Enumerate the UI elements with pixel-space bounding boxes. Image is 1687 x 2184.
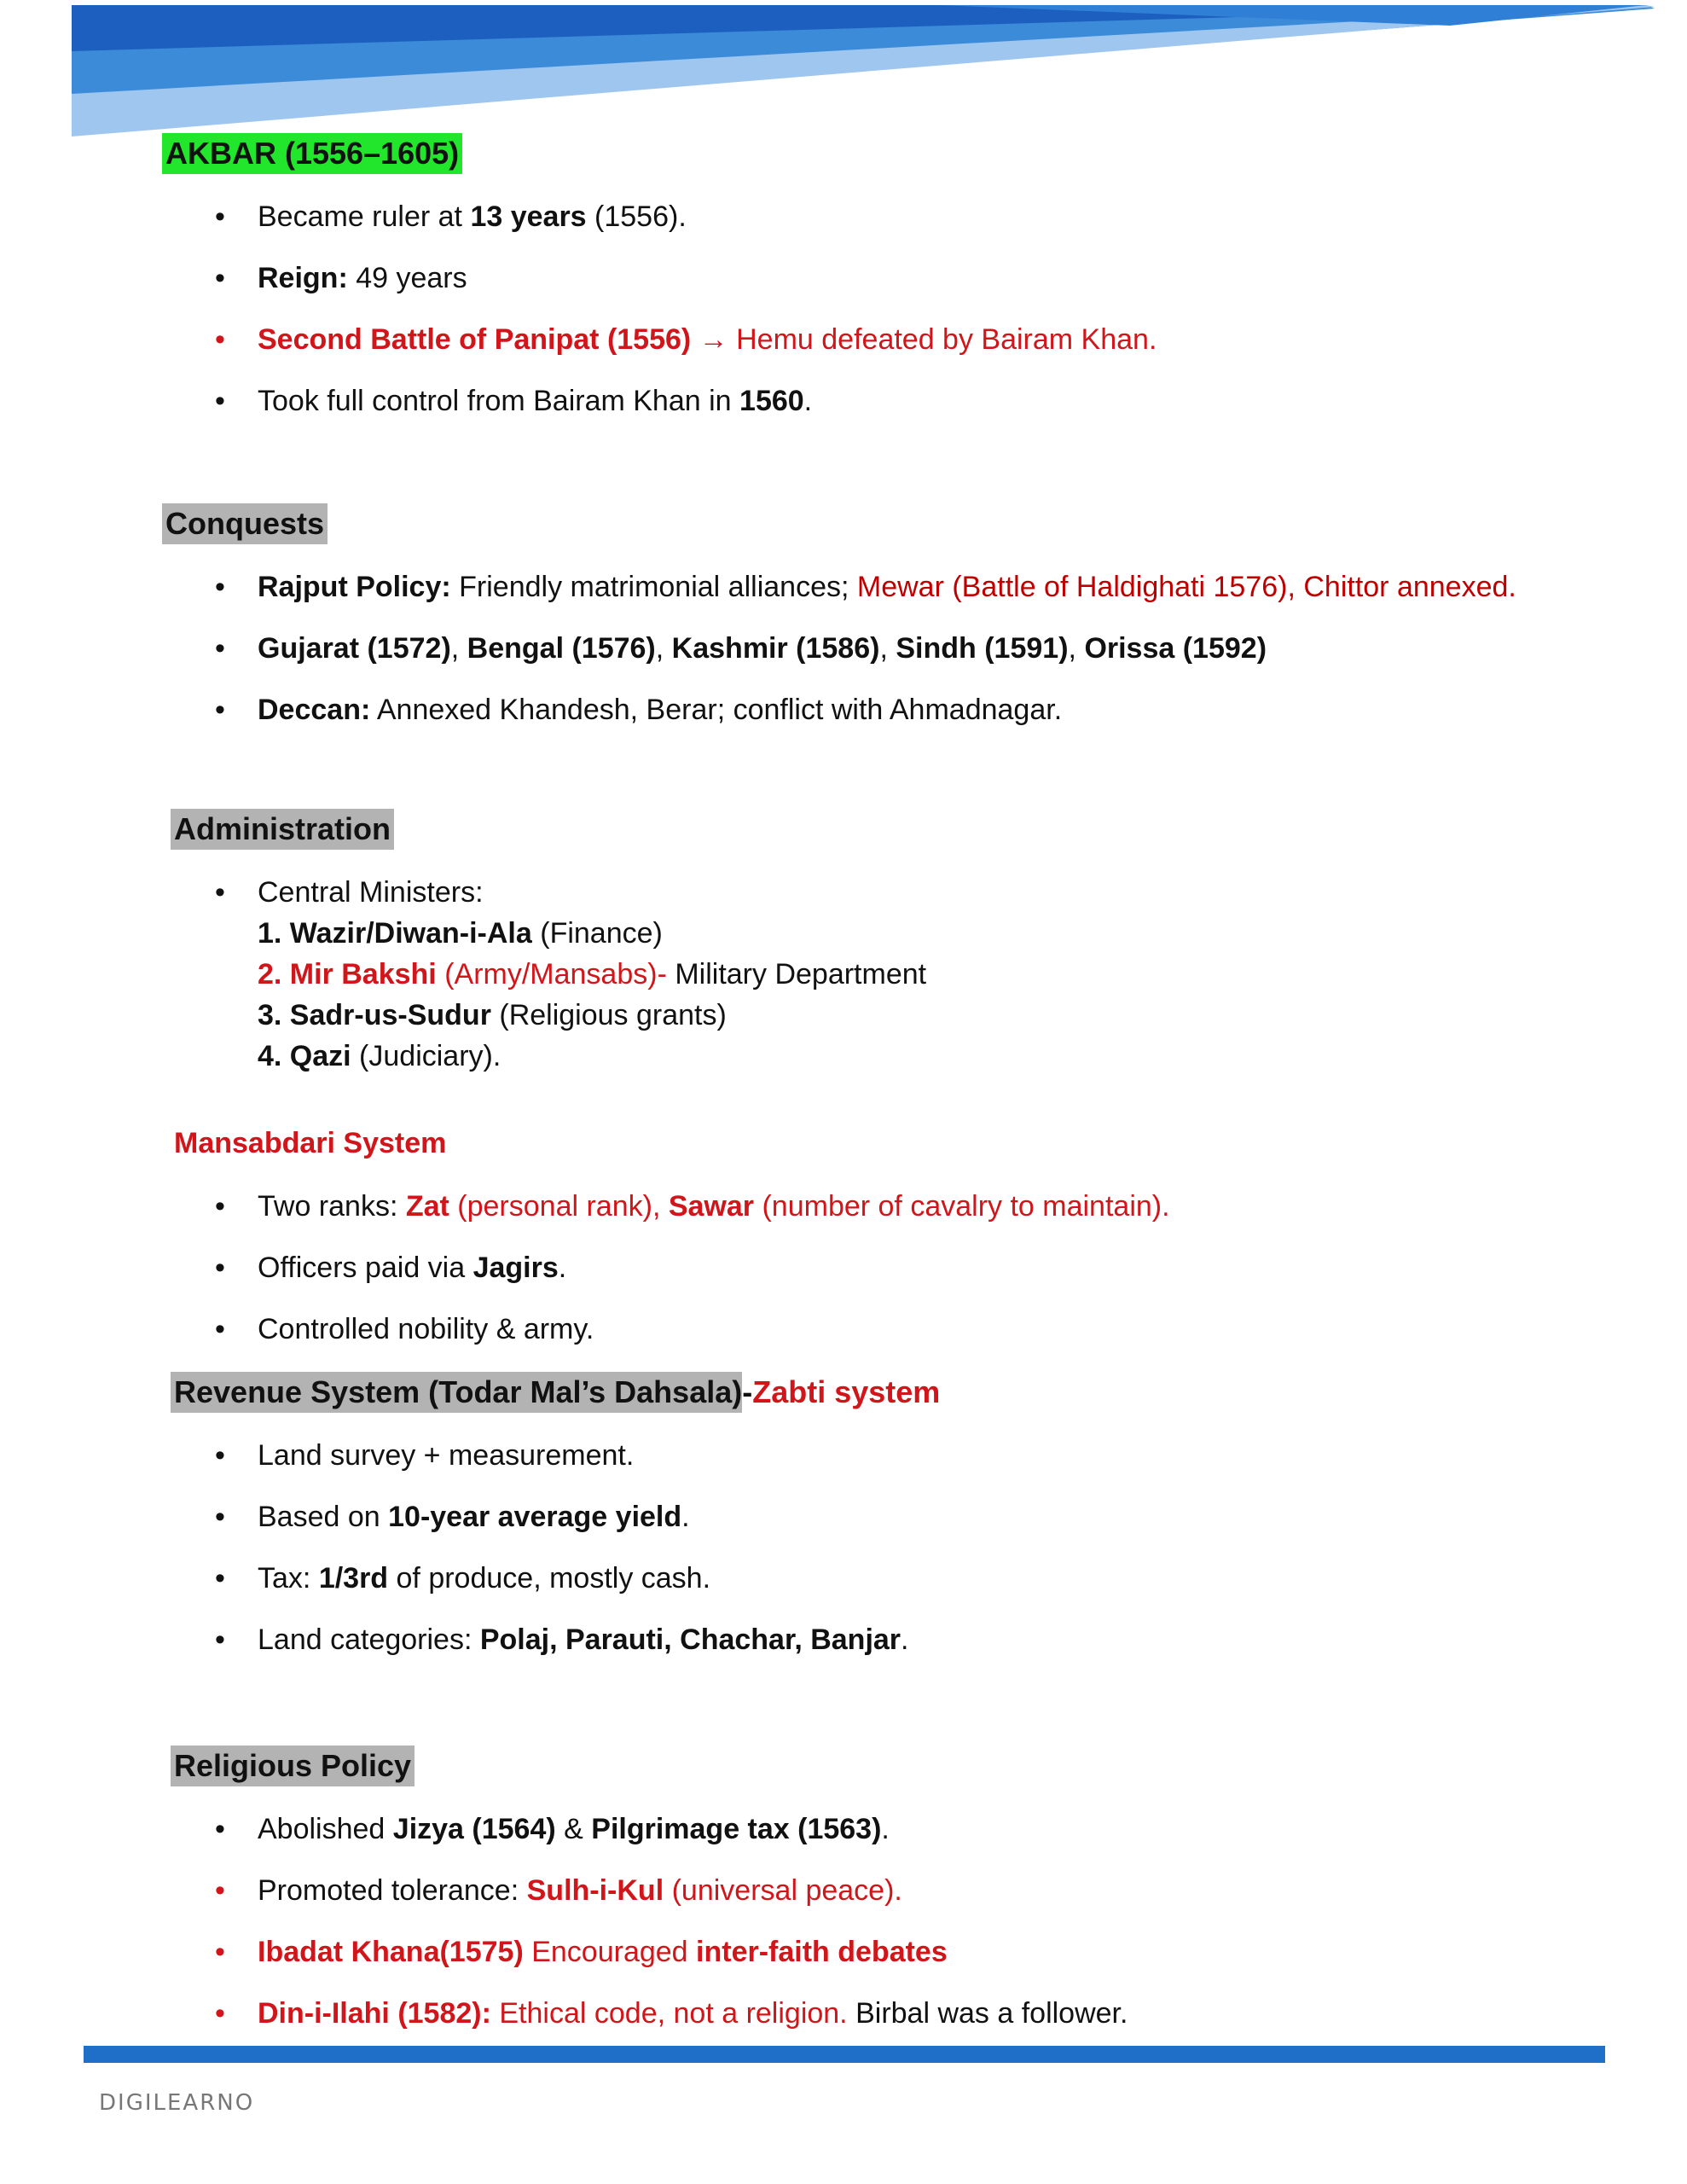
minister-item: 3. Sadr-us-Sudur (Religious grants) <box>258 999 727 1031</box>
religion-list <box>162 1809 1569 2054</box>
revenue-list <box>162 1435 1569 1681</box>
revenue-heading: Revenue System (Todar Mal’s Dahsala) <box>171 1372 742 1413</box>
minister-item: 2. Mir Bakshi (Army/Mansabs)- Military Department <box>258 958 927 990</box>
conquests-heading: Conquests <box>162 503 328 544</box>
list-item: • Officers paid via Jagirs. <box>215 1252 567 1284</box>
list-item: • Land survey + measurement. <box>215 1439 635 1472</box>
mansabdari-heading: Mansabdari System <box>174 1127 447 1159</box>
list-item: • Tax: 1/3rd of produce, mostly cash. <box>215 1562 711 1594</box>
minister-item: 4. Qazi (Judiciary). <box>258 1040 501 1072</box>
list-item: • Gujarat (1572), Bengal (1576), Kashmir (1586), Sindh (1591), Orissa (1592) <box>215 632 1267 665</box>
minister-item: 1. Wazir/Diwan-i-Ala (Finance) <box>258 917 663 950</box>
list-item: • Rajput Policy: Friendly matrimonial alliances; Mewar (Battle of Haldighati 1576), Chittor annexed. <box>215 571 1516 603</box>
zabti-label: Zabti system <box>752 1374 941 1409</box>
list-item: • Reign: 49 years <box>215 262 467 294</box>
list-item: • Two ranks: Zat (personal rank), Sawar (number of cavalry to maintain). <box>215 1190 1170 1223</box>
list-item: • Deccan: Annexed Khandesh, Berar; conflict with Ahmadnagar. <box>215 694 1063 726</box>
list-item: • Land categories: Polaj, Parauti, Chachar, Banjar. <box>215 1623 909 1656</box>
header-banner <box>0 0 1687 145</box>
list-item: • Abolished Jizya (1564) & Pilgrimage tax (1563). <box>215 1813 890 1845</box>
administration-heading: Administration <box>171 809 394 850</box>
list-item: • Din-i-Ilahi (1582): Ethical code, not a religion. Birbal was a follower. <box>215 1997 1128 2030</box>
list-item: • Controlled nobility & army. <box>215 1313 594 1345</box>
list-item: • Took full control from Bairam Khan in 1560. <box>215 385 813 417</box>
mansabdari-list <box>162 1186 1569 1370</box>
ministers-intro: Central Ministers: <box>258 876 484 909</box>
intro-list <box>162 196 1157 442</box>
list-item: • Promoted tolerance: Sulh-i-Kul (universal peace). <box>215 1874 902 1907</box>
list-item: • Second Battle of Panipat (1556) → Hemu defeated by Bairam Khan. <box>215 323 1157 356</box>
title-heading: AKBAR (1556–1605) <box>162 133 462 174</box>
list-item: • Became ruler at 13 years (1556). <box>215 200 687 233</box>
administration-list: • Central Ministers: 1. Wazir/Diwan-i-Ala (Finance) 2. Mir Bakshi (Army/Mansabs)- Military Department 3. Sadr-us-Sudur (Religious grants) 4. Qazi (Judiciary). <box>162 872 1569 1077</box>
footer-brand: DIGILEARNO <box>99 2090 255 2116</box>
list-item: • Based on 10-year average yield. <box>215 1501 690 1533</box>
revenue-heading-row: Revenue System (Todar Mal’s Dahsala)-Zabti system <box>171 1372 943 1413</box>
conquests-list <box>162 566 1569 751</box>
footer-divider <box>84 2046 1605 2063</box>
religious-policy-heading: Religious Policy <box>171 1745 415 1786</box>
list-item: • Ibadat Khana(1575) Encouraged inter-faith debates <box>215 1936 948 1968</box>
